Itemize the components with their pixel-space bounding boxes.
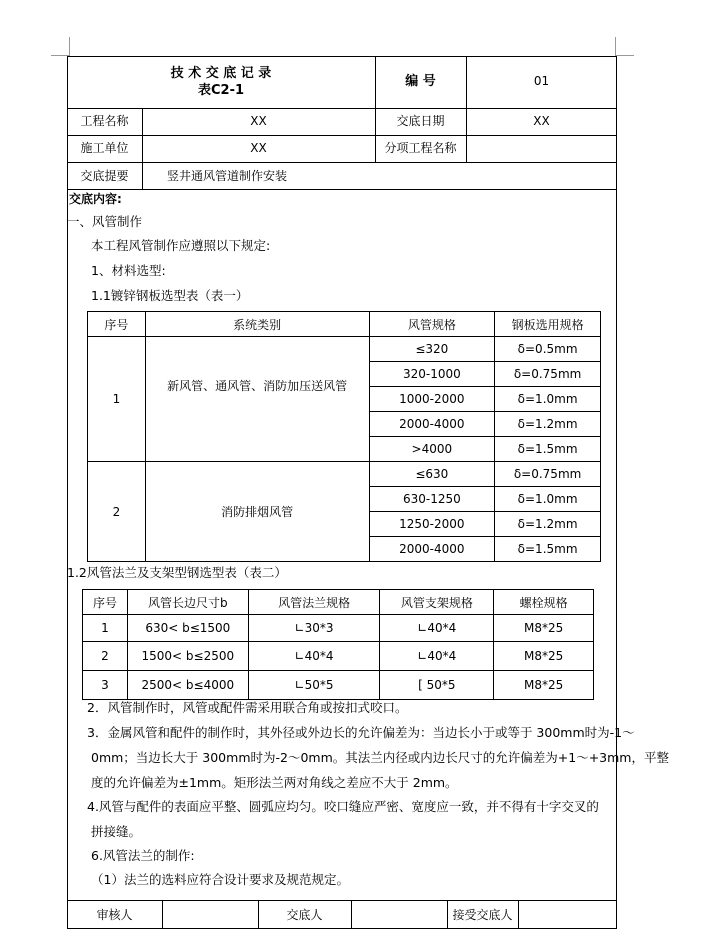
table-row	[88, 337, 601, 362]
table-row	[88, 462, 601, 487]
discloser-label: 交底人	[286, 908, 323, 922]
summary-value: 竖井通风管道制作安装	[167, 169, 288, 183]
date-label: 交底日期	[396, 114, 445, 128]
table-cell: ∟40*4	[248, 642, 380, 671]
rule	[67, 189, 617, 190]
table-header-cell: 钢板选用规格	[495, 312, 601, 337]
table-cell: 2	[88, 462, 146, 562]
table-cell: ∟40*4	[380, 642, 494, 671]
table-cell: 320-1000	[369, 362, 495, 387]
contractor-label: 施工单位	[80, 141, 129, 155]
table-cell: >4000	[369, 437, 495, 462]
steel-sheet-table	[87, 311, 601, 562]
table-header-cell: 风管支架规格	[380, 590, 494, 615]
table-cell: δ=1.2mm	[495, 412, 601, 437]
paragraph: 6.风管法兰的制作:	[91, 848, 195, 863]
paragraph: 3．金属风管和配件的制作时，其外径或外边长的允许偏差为：当边长小于或等于 300mm时为-1～	[87, 725, 635, 740]
table-cell: δ=1.0mm	[495, 387, 601, 412]
paragraph: 拼接缝。	[91, 824, 142, 839]
rule	[518, 900, 519, 929]
table-cell: M8*25	[494, 671, 594, 700]
reviewer-label: 审核人	[96, 908, 133, 922]
number-value: 01	[533, 74, 550, 88]
table-header-row	[83, 590, 594, 615]
table-cell: 1	[83, 615, 128, 642]
table-header-cell: 螺栓规格	[494, 590, 594, 615]
paragraph: （1）法兰的选料应符合设计要求及规范规定。	[91, 872, 349, 887]
table-cell: [ 50*5	[380, 671, 494, 700]
paragraph: 2．风管制作时，风管或配件需采用联合角或按扣式咬口。	[87, 700, 408, 715]
crop-mark-top-right	[615, 37, 634, 56]
table-cell: 1000-2000	[369, 387, 495, 412]
table-cell: ∟40*4	[380, 615, 494, 642]
project-name-value: XX	[250, 114, 267, 128]
table-cell: 2500< b≤4000	[127, 671, 248, 700]
table-row	[83, 671, 594, 700]
table-cell: 新风管、通风管、消防加压送风管	[145, 337, 369, 462]
table-cell: 消防排烟风管	[145, 462, 369, 562]
table-header-cell: 序号	[83, 590, 128, 615]
summary-label: 交底提要	[80, 169, 129, 183]
paragraph: 4.风管与配件的表面应平整、圆弧应均匀。咬口缝应严密、宽度应一致，并不得有十字交叉的	[87, 799, 599, 814]
table-header-cell: 风管法兰规格	[248, 590, 380, 615]
table-cell: 2000-4000	[369, 537, 495, 562]
paragraph: 0mm；当边长大于 300mm时为-2～0mm。其法兰内径或内边长尺寸的允许偏差为+1～+3mm，平整	[91, 750, 669, 765]
table-cell: δ=1.0mm	[495, 487, 601, 512]
paragraph: 度的允许偏差为±1mm。矩形法兰两对角线之差应不大于 2mm。	[91, 775, 458, 790]
table-header-cell: 系统类别	[145, 312, 369, 337]
table-cell: M8*25	[494, 642, 594, 671]
table-caption: 1.1镀锌钢板选型表（表一）	[91, 288, 249, 303]
table-cell: δ=0.75mm	[495, 462, 601, 487]
flange-table	[82, 589, 594, 700]
table-caption: 1.2风管法兰及支架型钢选型表（表二）	[67, 565, 287, 580]
rule	[67, 135, 617, 136]
contractor-value: XX	[250, 141, 267, 155]
subproject-label: 分项工程名称	[384, 141, 457, 155]
table-cell: δ=1.5mm	[495, 437, 601, 462]
table-row	[83, 615, 594, 642]
receiver-label: 接受交底人	[452, 908, 513, 922]
table-cell: δ=0.5mm	[495, 337, 601, 362]
table-cell: δ=1.5mm	[495, 537, 601, 562]
rule	[67, 900, 617, 901]
rule	[67, 162, 617, 163]
table-cell: M8*25	[494, 615, 594, 642]
table-cell: 2000-4000	[369, 412, 495, 437]
table-cell: δ=1.2mm	[495, 512, 601, 537]
table-cell: ∟50*5	[248, 671, 380, 700]
table-cell: ≤320	[369, 337, 495, 362]
table-header-cell: 风管规格	[369, 312, 495, 337]
table-cell: ≤630	[369, 462, 495, 487]
table-cell: 630-1250	[369, 487, 495, 512]
table-cell: 630< b≤1500	[127, 615, 248, 642]
paragraph: 本工程风管制作应遵照以下规定:	[91, 238, 271, 253]
table-cell: 1500< b≤2500	[127, 642, 248, 671]
number-label: 编 号	[405, 74, 436, 89]
crop-mark-top-left	[51, 37, 70, 56]
table-cell: ∟30*3	[248, 615, 380, 642]
paragraph: 1、材料选型:	[91, 263, 166, 278]
form-code: 表C2-1	[197, 83, 245, 98]
project-name-label: 工程名称	[80, 114, 129, 128]
content-heading: 交底内容:	[69, 192, 122, 206]
table-cell: δ=0.75mm	[495, 362, 601, 387]
table-cell: 2	[83, 642, 128, 671]
table-header-cell: 序号	[88, 312, 146, 337]
table-header-row	[88, 312, 601, 337]
table-header-cell: 风管长边尺寸b	[127, 590, 248, 615]
rule	[67, 108, 617, 109]
rule	[351, 900, 352, 929]
table-cell: 1250-2000	[369, 512, 495, 537]
table-cell: 1	[88, 337, 146, 462]
form-title: 技 术 交 底 记 录	[170, 66, 272, 81]
table-cell: 3	[83, 671, 128, 700]
rule	[162, 900, 163, 929]
date-value: XX	[533, 114, 550, 128]
section-heading: 一、风管制作	[67, 214, 143, 229]
table-row	[83, 642, 594, 671]
